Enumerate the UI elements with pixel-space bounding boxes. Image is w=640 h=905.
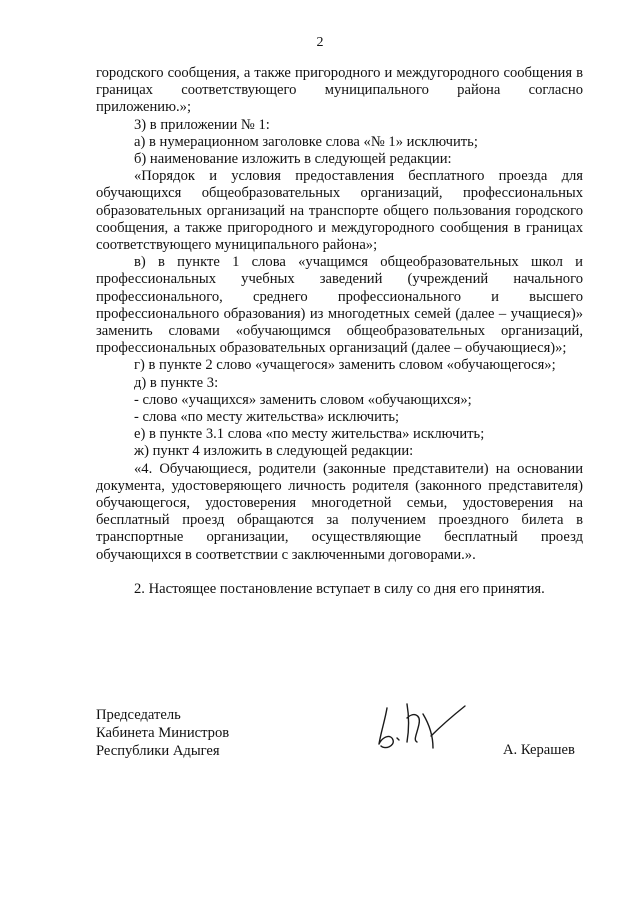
paragraph-subitem-b: б) наименование изложить в следующей редакции: [134, 151, 452, 168]
document-body [96, 65, 583, 598]
signatory-title-line-3: Республики Адыгея [96, 743, 220, 759]
paragraph-subitem-zh: ж) пункт 4 изложить в следующей редакции: [134, 443, 414, 460]
paragraph-dash-2: - слова «по месту жительства» исключить; [134, 409, 400, 426]
signatory-title-line-2: Кабинета Министров [96, 725, 230, 741]
signatory-name: А. Керашев [503, 742, 575, 758]
paragraph-continuation: городского сообщения, а также пригородного и междугородного сообщения в границах соответствующего муниципального района согласно приложению.»; [96, 65, 583, 116]
signatory-title [96, 706, 316, 760]
signatory-title-line-1: Председатель [96, 707, 181, 723]
paragraph-dash-1: - слово «учащихся» заменить словом «обучающихся»; [134, 391, 472, 408]
paragraph-subitem-g: г) в пункте 2 слово «учащегося» заменить словом «обучающегося»; [134, 357, 556, 374]
paragraph-subitem-a: а) в нумерационном заголовке слова «№ 1» исключить; [134, 133, 478, 150]
paragraph-item-4-text: «4. Обучающиеся, родители (законные представители) на основании документа, удостоверяющего личность родителя (законного представителя) обучающегося, удостоверения многодетной семьи, удостоверения на бесплатный проезд обращаются за получением проездного билета в транспортные организации, осуществляющие бесплатный проезд обучающихся в соответствии с заключенными договорами.». [96, 460, 583, 563]
paragraph-final: 2. Настоящее постановление вступает в силу со дня его принятия. [134, 580, 545, 597]
paragraph-new-title: «Порядок и условия предоставления бесплатного проезда для обучающихся общеобразовательных организаций, профессиональных образовательных организаций на транспорте общего пользования городского сообщения, а также пригородного и междугородного сообщения в границах соответствующего муниципального района»; [96, 168, 583, 254]
paragraph-subitem-v: в) в пункте 1 слова «учащимся общеобразовательных школ и профессиональных учебных заведений (учреждений начального профессионального, среднего профессионального и высшего профессионального образования) из многодетных семей (далее – учащиеся)» заменить словами «обучающимся общеобразовательных организаций, профессиональных образовательных организаций (далее – обучающиеся)»; [96, 254, 583, 357]
page-number: 2 [316, 35, 324, 50]
handwritten-signature [373, 696, 469, 754]
paragraph-subitem-e: е) в пункте 3.1 слова «по месту жительства» исключить; [134, 426, 485, 443]
paragraph-item-3: 3) в приложении № 1: [134, 116, 270, 133]
paragraph-subitem-d: д) в пункте 3: [134, 374, 219, 391]
